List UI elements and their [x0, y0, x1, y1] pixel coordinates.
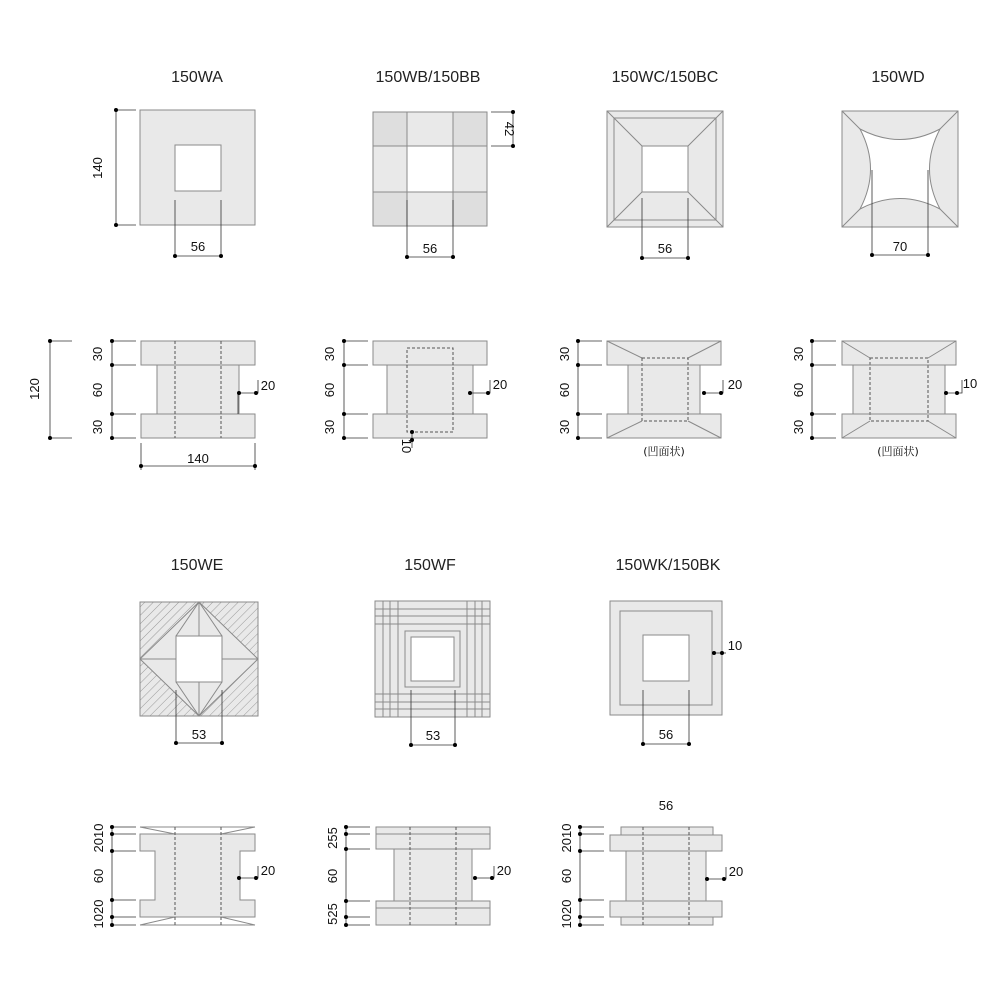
- wk-side-56: 56: [658, 798, 674, 813]
- title-150wb: 150WB/150BB: [375, 69, 481, 86]
- wf-side-view: [325, 825, 511, 927]
- wb-side-30-bottom: 30: [322, 419, 337, 435]
- title-150wf: 150WF: [404, 557, 456, 574]
- wb-side-30-top: 30: [322, 346, 337, 362]
- wd-side-30-top: 30: [791, 346, 806, 362]
- wa-opening-dim: 56: [190, 239, 206, 254]
- wk-side-60: 60: [559, 868, 574, 884]
- wd-side-10: 10: [962, 376, 978, 391]
- we-side-60: 60: [91, 868, 106, 884]
- wa-height-dim: 140: [90, 157, 105, 179]
- wc-side-view: [557, 339, 742, 458]
- wa-side-30-bottom: 30: [90, 419, 105, 435]
- overall-height-dim: [27, 339, 72, 440]
- wk-opening-dim: 56: [658, 727, 674, 742]
- wc-top-view: [607, 111, 723, 260]
- we-side-20: 20: [260, 863, 276, 878]
- wc-side-30-bottom: 30: [557, 419, 572, 435]
- title-150wd: 150WD: [871, 69, 925, 86]
- we-side-2010: 2010: [91, 823, 106, 853]
- wc-side-20: 20: [727, 377, 743, 392]
- wa-side-30-top: 30: [90, 346, 105, 362]
- wk-side-1020: 1020: [559, 899, 574, 929]
- wc-side-30-top: 30: [557, 346, 572, 362]
- wb-side-view: [322, 339, 507, 453]
- wc-opening-dim: 56: [657, 241, 673, 256]
- wc-side-60: 60: [557, 382, 572, 398]
- title-150we: 150WE: [170, 557, 224, 574]
- wa-side-20: 20: [260, 378, 276, 393]
- we-opening-dim: 53: [191, 727, 207, 742]
- wd-side-60: 60: [791, 382, 806, 398]
- title-150wc: 150WC/150BC: [611, 69, 719, 86]
- we-side-1020: 1020: [91, 899, 106, 929]
- wk-top-view: [610, 601, 742, 746]
- wf-side-525: 525: [325, 903, 340, 925]
- wd-side-30-bottom: 30: [791, 419, 806, 435]
- wb-side-60: 60: [322, 382, 337, 398]
- wf-side-20: 20: [496, 863, 512, 878]
- wf-top-view: [375, 601, 490, 747]
- wd-concave-note: (凹面状): [877, 445, 919, 458]
- wf-side-255: 255: [325, 827, 340, 849]
- we-top-view: [140, 602, 258, 745]
- title-150wa: 150WA: [171, 69, 223, 86]
- total-height-label: 120: [27, 378, 42, 400]
- wb-side-10: 10: [399, 438, 414, 454]
- wa-side-view: [90, 339, 275, 470]
- wk-side-20: 20: [728, 864, 744, 879]
- wa-top-view: [90, 108, 255, 258]
- wk-side-2010: 2010: [559, 823, 574, 853]
- wb-side-20: 20: [492, 377, 508, 392]
- we-side-view: [91, 824, 275, 929]
- wa-side-width: 140: [187, 451, 209, 466]
- wd-opening-dim: 70: [892, 239, 908, 254]
- wd-side-view: [791, 339, 977, 458]
- wf-side-60: 60: [325, 868, 340, 884]
- wk-inset-dim: 10: [727, 638, 743, 653]
- wc-concave-note: (凹面状): [643, 445, 685, 458]
- title-150wk: 150WK/150BK: [615, 557, 721, 574]
- wa-side-60: 60: [90, 382, 105, 398]
- wf-opening-dim: 53: [425, 728, 441, 743]
- wb-opening-dim: 56: [422, 241, 438, 256]
- wb-band-dim: 42: [502, 121, 517, 137]
- wk-side-view: [559, 798, 743, 928]
- wb-top-view: [373, 110, 517, 259]
- wd-top-view: [842, 111, 958, 257]
